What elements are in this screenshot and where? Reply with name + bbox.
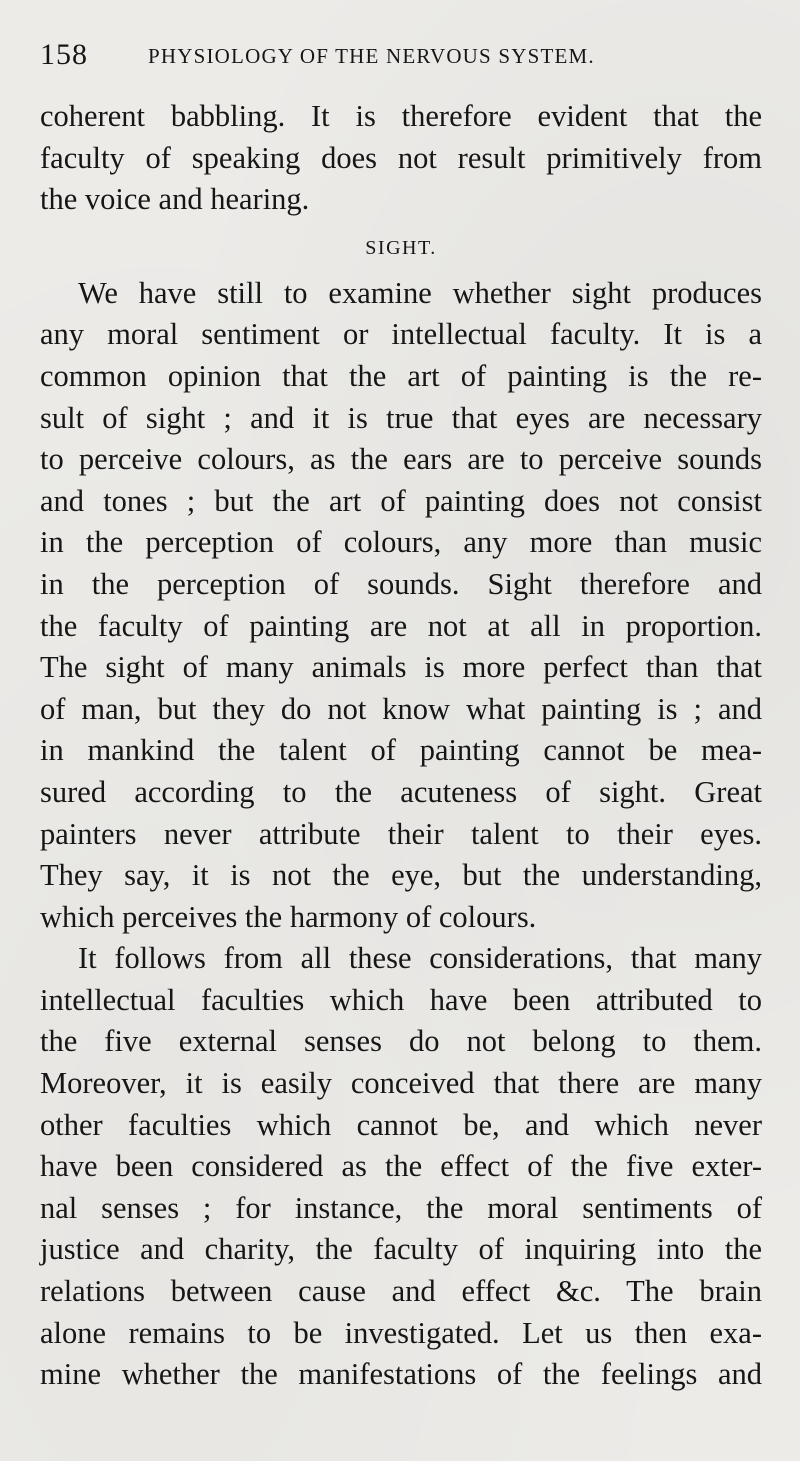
text-line: to perceive colours, as the ears are to perceive sounds bbox=[40, 442, 762, 477]
text-line: of man, but they do not know what painting is ; and bbox=[40, 691, 762, 726]
text-line: justice and charity, the faculty of inquiring into the bbox=[40, 1232, 762, 1267]
text-line: They say, it is not the eye, but the understanding, bbox=[40, 858, 762, 893]
text-line: intellectual faculties which have been attributed to bbox=[40, 982, 762, 1017]
text-line: alone remains to be investigated. Let us then exa- bbox=[40, 1315, 762, 1350]
text-line: in the perception of sounds. Sight therefore and bbox=[40, 566, 762, 601]
paragraph-2 bbox=[40, 273, 762, 939]
text-line: other faculties which cannot be, and which never bbox=[40, 1107, 762, 1142]
text-line: in the perception of colours, any more than music bbox=[40, 525, 762, 560]
running-head bbox=[40, 34, 760, 74]
text-line: have been considered as the effect of the five exter- bbox=[40, 1149, 762, 1184]
running-title: PHYSIOLOGY OF THE NERVOUS SYSTEM. bbox=[148, 44, 595, 68]
text-line: common opinion that the art of painting is the re- bbox=[40, 358, 762, 393]
body-text bbox=[40, 96, 762, 1396]
text-line: the voice and hearing. bbox=[40, 182, 310, 217]
text-line: mine whether the manifestations of the feelings and bbox=[40, 1357, 762, 1392]
text-line: sult of sight ; and it is true that eyes are necessary bbox=[40, 400, 762, 435]
text-line: sured according to the acuteness of sight. Great bbox=[40, 774, 762, 809]
text-line: in mankind the talent of painting cannot be mea- bbox=[40, 733, 762, 768]
text-line: the five external senses do not belong to them. bbox=[40, 1024, 762, 1059]
text-line: the faculty of painting are not at all in proportion. bbox=[40, 608, 762, 643]
text-line: Moreover, it is easily conceived that there are many bbox=[40, 1066, 762, 1101]
text-line: any moral sentiment or intellectual faculty. It is a bbox=[40, 317, 762, 352]
text-line: We have still to examine whether sight produces bbox=[78, 275, 762, 310]
text-line: It follows from all these considerations, that many bbox=[78, 941, 762, 976]
section-heading: SIGHT. bbox=[365, 236, 437, 259]
text-line: coherent babbling. It is therefore evident that the bbox=[40, 99, 762, 133]
text-line: faculty of speaking does not result primitively from bbox=[40, 140, 762, 175]
text-line: which perceives the harmony of colours. bbox=[40, 899, 537, 934]
paragraph-1 bbox=[40, 96, 762, 221]
text-line: The sight of many animals is more perfect than that bbox=[40, 650, 762, 685]
paragraph-3 bbox=[40, 938, 762, 1396]
page-number: 158 bbox=[40, 38, 88, 71]
text-line: relations between cause and effect &c. The brain bbox=[40, 1274, 762, 1309]
text-line: painters never attribute their talent to their eyes. bbox=[40, 816, 762, 851]
text-line: and tones ; but the art of painting does not consist bbox=[40, 483, 762, 518]
text-line: nal senses ; for instance, the moral sentiments of bbox=[40, 1190, 762, 1225]
